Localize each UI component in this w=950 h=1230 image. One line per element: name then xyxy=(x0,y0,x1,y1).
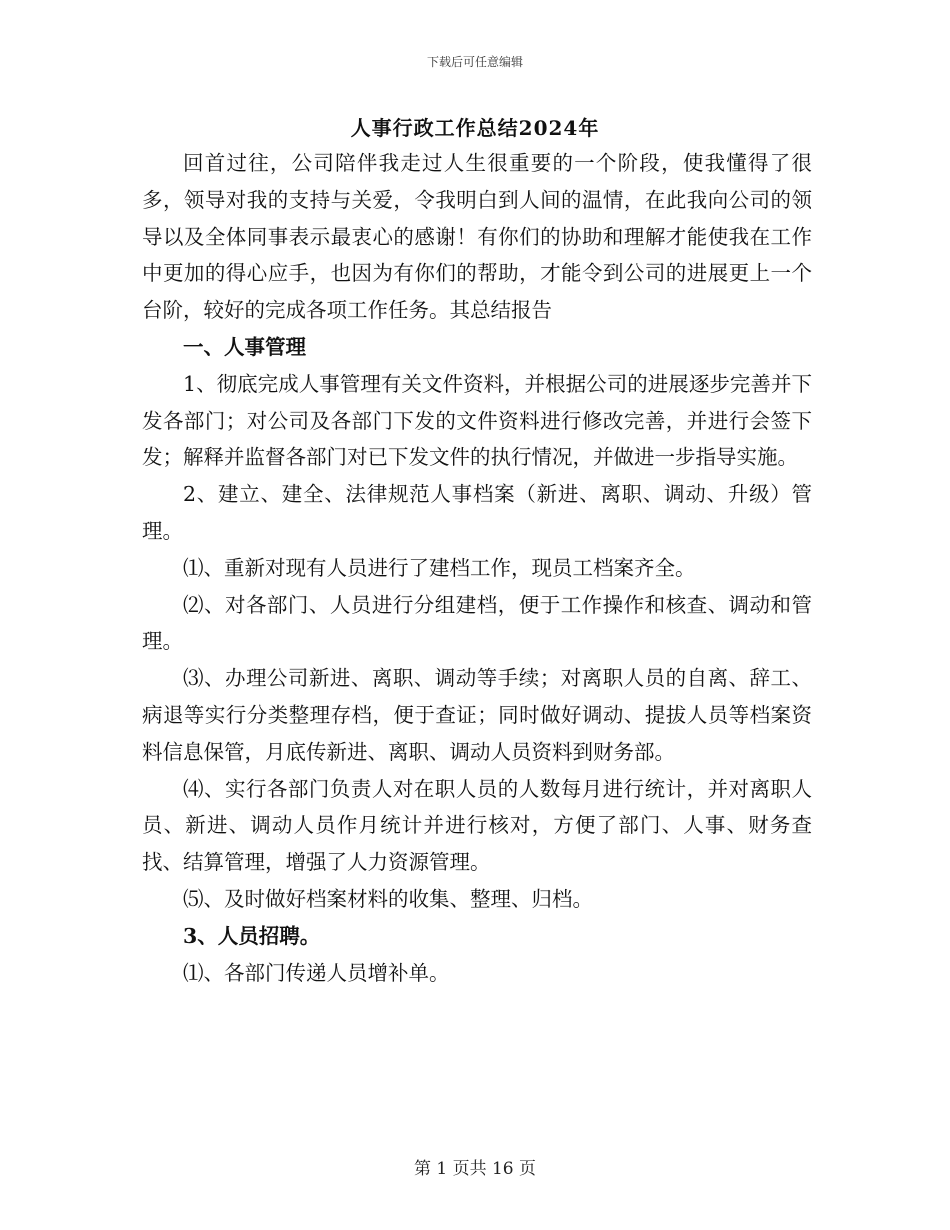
intro-paragraph: 回首过往，公司陪伴我走过人生很重要的一个阶段，使我懂得了很多，领导对我的支持与关爱，令我明白到人间的温情，在此我向公司的领导以及全体同事表示最衷心的感谢！有你们的协助和理解才能使我在工作中更加的得心应手，也因为有你们的帮助，才能令到公司的进展更上一个台阶，较好的完成各项工作任务。其总结报告 xyxy=(142,151,812,323)
document-title: 人事行政工作总结2024年 xyxy=(350,116,600,140)
header-note: 下载后可任意编辑 xyxy=(426,55,523,69)
paragraph-item-1: 1、彻底完成人事管理有关文件资料，并根据公司的进展逐步完善并下发各部门；对公司及各部门下发的文件资料进行修改完善，并进行会签下发；解释并监督各部门对已下发文件的执行情况，并做进一步指导实施。 xyxy=(142,371,812,470)
paragraph-subitem-5: ⑸、及时做好档案材料的收集、整理、归档。 xyxy=(183,886,593,911)
paragraph-subitem-3: ⑶、办理公司新进、离职、调动等手续；对离职人员的自离、辞工、病退等实行分类整理存档，便于查证；同时做好调动、提拔人员等档案资料信息保管，月底传新进、离职、调动人员资料到财务部。 xyxy=(142,666,812,764)
paragraph-subitem-1: ⑴、重新对现有人员进行了建档工作，现员工档案齐全。 xyxy=(183,555,696,580)
paragraph-recruitment-subitem-1: ⑴、各部门传递人员增补单。 xyxy=(183,960,450,985)
paragraph-subitem-2: ⑵、对各部门、人员进行分组建档，便于工作操作和核查、调动和管理。 xyxy=(142,592,812,654)
document-body xyxy=(142,145,812,991)
section-heading-recruitment: 3、人员招聘。 xyxy=(183,923,321,948)
paragraph-subitem-4: ⑷、实行各部门负责人对在职人员的人数每月进行统计，并对离职人员、新进、调动人员作月统计并进行核对，方便了部门、人事、财务查找、结算管理，增强了人力资源管理。 xyxy=(142,776,812,875)
section-heading-hr-management: 一、人事管理 xyxy=(183,334,306,359)
paragraph-item-2: 2、建立、建全、法律规范人事档案（新进、离职、调动、升级）管理。 xyxy=(142,482,812,543)
page-number: 第 1 页共 16 页 xyxy=(413,1159,537,1179)
